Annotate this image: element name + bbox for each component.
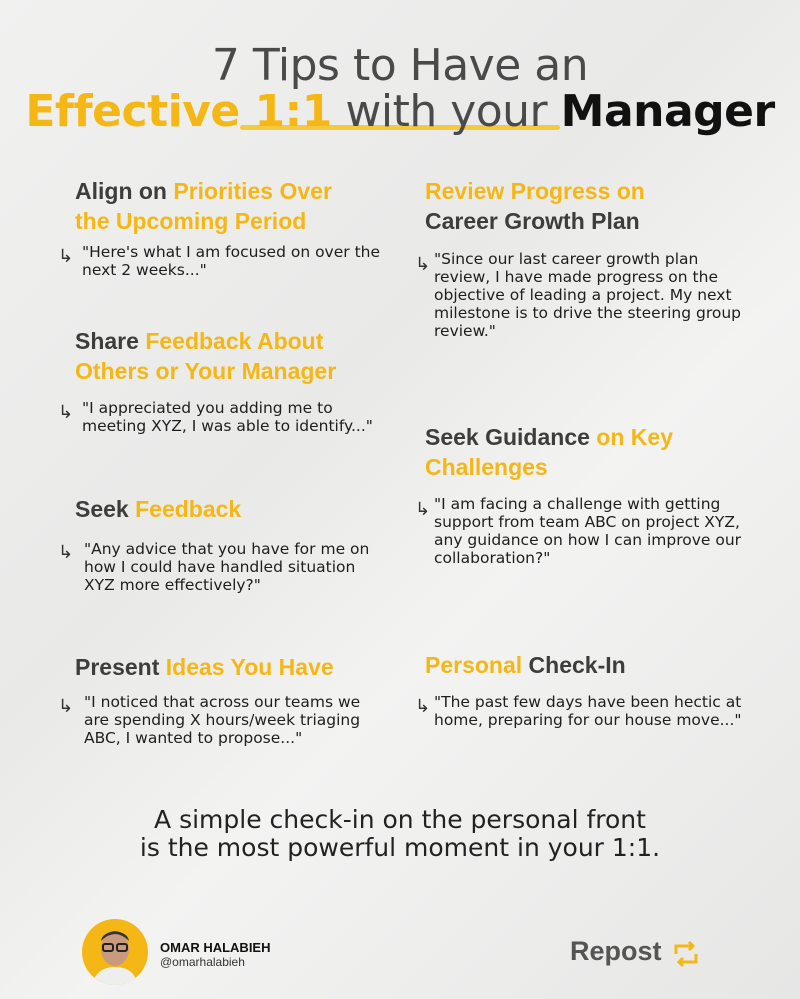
repost-icon[interactable]: [672, 940, 700, 968]
heading-highlight: Personal: [425, 652, 523, 678]
return-arrow-icon: ↳: [58, 542, 74, 563]
heading-highlight: Challenges: [425, 454, 548, 480]
title-line-2: [0, 86, 800, 137]
author-handle: @omarhalabieh: [160, 955, 245, 969]
person-icon: [82, 919, 148, 985]
closing-line-2: is the most powerful moment in your 1:1.: [139, 833, 661, 862]
heading-highlight: the Upcoming Period: [75, 208, 307, 234]
tip-heading-3: [75, 494, 405, 524]
heading-text: Seek Guidance: [425, 424, 590, 450]
tip-quote-6: "I am facing a challenge with getting support from team ABC on project XYZ, any guidance on how I can improve our collaboration?": [434, 495, 742, 567]
avatar: [82, 919, 148, 985]
heading-highlight: Review Progress on: [425, 178, 645, 204]
return-arrow-icon: ↳: [415, 499, 431, 520]
closing-statement: [0, 806, 800, 862]
tip-quote-2: "I appreciated you adding me to meeting XYZ, I was able to identify...": [82, 399, 373, 435]
return-arrow-icon: ↳: [58, 696, 74, 717]
heading-highlight: Feedback About: [145, 328, 324, 354]
tip-heading-2: [75, 326, 405, 386]
title-bold: Manager: [560, 86, 775, 137]
repost-label[interactable]: Repost: [570, 936, 662, 966]
heading-text: Check-In: [522, 652, 626, 678]
heading-highlight: Ideas You Have: [165, 654, 334, 680]
title-middle: with your: [345, 86, 548, 137]
heading-highlight: on Key: [589, 424, 673, 450]
tip-heading-1: [75, 176, 405, 236]
heading-text: Seek: [75, 496, 136, 522]
tip-heading-6: [425, 422, 765, 482]
return-arrow-icon: ↳: [415, 696, 431, 717]
closing-line-1: A simple check-in on the personal front: [154, 805, 646, 834]
return-arrow-icon: ↳: [415, 254, 431, 275]
heading-highlight: Others or Your Manager: [75, 358, 337, 384]
tip-quote-5: "Since our last career growth plan review, I have made progress on the objective of leading a project. My next milestone is to drive the steering group review.": [434, 250, 741, 340]
heading-text: Present: [75, 654, 166, 680]
return-arrow-icon: ↳: [58, 402, 74, 423]
tip-quote-3: "Any advice that you have for me on how I could have handled situation XYZ more effectively?": [84, 540, 370, 594]
tip-quote-7: "The past few days have been hectic at home, preparing for our house move...": [434, 693, 742, 729]
heading-text: Share: [75, 328, 146, 354]
heading-text: Align on: [75, 178, 174, 204]
tip-heading-4: [75, 652, 405, 682]
tip-heading-7: [425, 650, 765, 680]
tip-quote-1: "Here's what I am focused on over the next 2 weeks...": [82, 243, 381, 279]
tip-quote-4: "I noticed that across our teams we are spending X hours/week triaging ABC, I wanted to propose...": [84, 693, 361, 747]
heading-text: Career Growth Plan: [425, 208, 640, 234]
heading-highlight: Priorities Over: [173, 178, 332, 204]
author-name: OMAR HALABIEH: [160, 940, 271, 955]
title-line-1: 7 Tips to Have an: [211, 40, 589, 91]
return-arrow-icon: ↳: [58, 246, 74, 267]
tip-heading-5: [425, 176, 765, 236]
title-highlight: Effective 1:1: [25, 86, 332, 137]
heading-highlight: Feedback: [135, 496, 242, 522]
